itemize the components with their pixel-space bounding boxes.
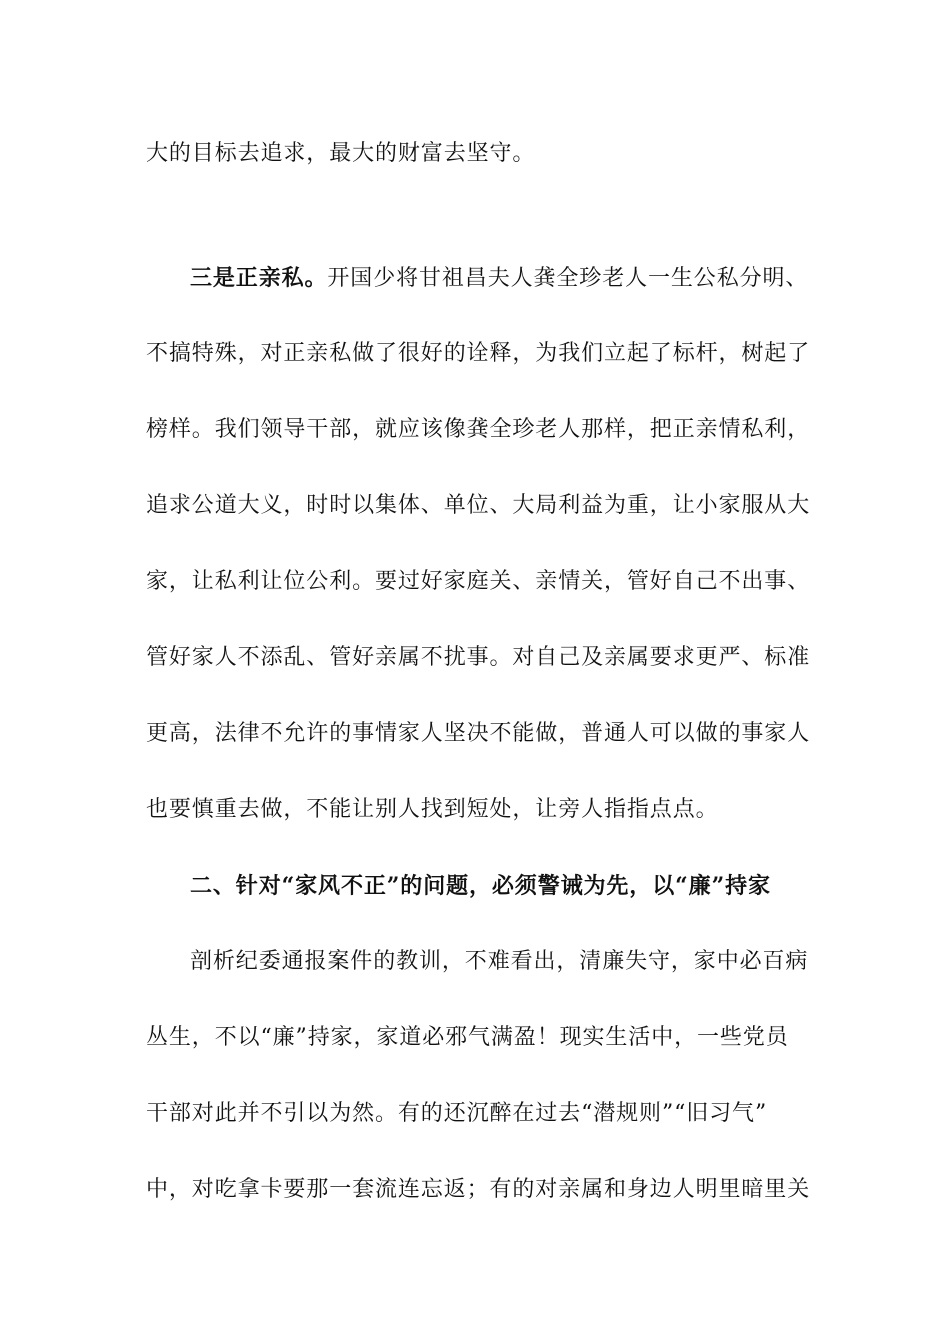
text-line — [146, 1094, 767, 1134]
line-text: 剖析纪委通报案件的教训，不难看出，清廉失守，家中必百病 — [190, 949, 809, 974]
line-text: 干部对此并不引以为然。有的还沉醉在过去“潜规则”“旧习气” — [146, 1101, 768, 1126]
text-line — [146, 134, 535, 174]
line-text: 开国少将甘祖昌夫人龚全珍老人一生公私分明、 — [327, 266, 809, 291]
line-text: 丛生，不以“廉”持家，家道必邪气满盈！现实生活中，一些党员 — [146, 1025, 789, 1050]
text-line — [146, 1018, 789, 1058]
line-text: 也要慎重去做，不能让别人找到短处，让旁人指指点点。 — [146, 797, 719, 822]
text-line — [146, 714, 810, 754]
line-text: 家，让私利让位公利。要过好家庭关、亲情关，管好自己不出事、 — [146, 569, 811, 594]
line-text: 管好家人不添乱、管好亲属不扰事。对自己及亲属要求更严、标准 — [146, 645, 811, 670]
text-line — [146, 1170, 810, 1210]
text-line — [146, 562, 810, 602]
paragraph-lead: 三是正亲私。 — [190, 265, 328, 291]
text-line — [146, 486, 810, 526]
paragraph-start-line — [190, 942, 808, 982]
text-line — [146, 790, 719, 830]
paragraph-start-line — [190, 258, 808, 298]
line-text: 中，对吃拿卡要那一套流连忘返；有的对亲属和身边人明里暗里关 — [146, 1177, 811, 1202]
line-text: 不搞特殊，对正亲私做了很好的诠释，为我们立起了标杆，树起了 — [146, 341, 811, 366]
line-text: 大的目标去追求，最大的财富去坚守。 — [146, 141, 536, 166]
text-line — [146, 638, 810, 678]
line-text: 追求公道大义，时时以集体、单位、大局利益为重，让小家服从大 — [146, 493, 811, 518]
heading-text: 二、针对“家风不正”的问题，必须警诫为先，以“廉”持家 — [190, 873, 771, 899]
text-line — [146, 334, 810, 374]
text-line — [146, 410, 810, 450]
section-heading — [190, 866, 771, 906]
line-text: 榜样。我们领导干部，就应该像龚全珍老人那样，把正亲情私利， — [146, 417, 811, 442]
line-text: 更高，法律不允许的事情家人坚决不能做，普通人可以做的事家人 — [146, 721, 811, 746]
